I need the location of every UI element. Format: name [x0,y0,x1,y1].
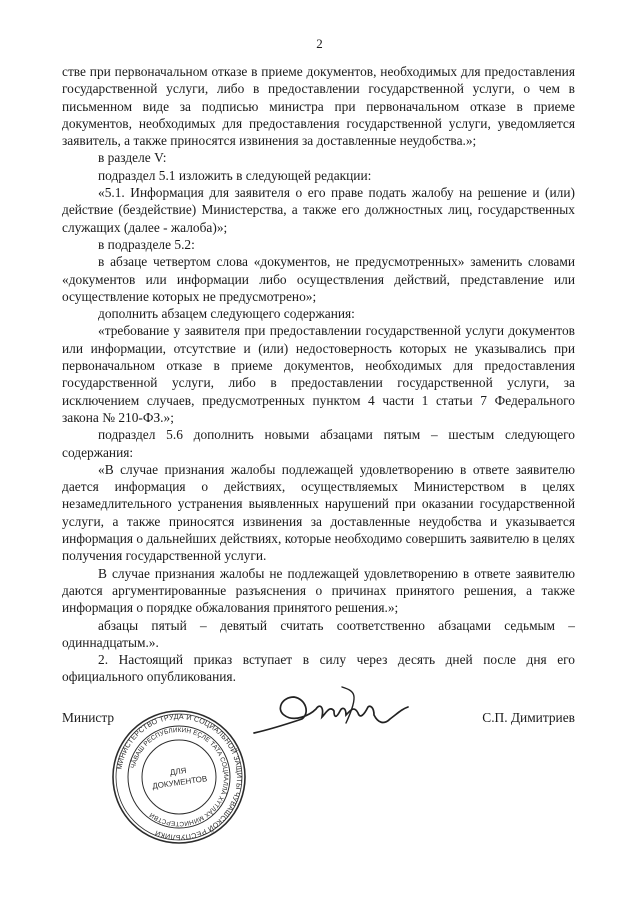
stamp-center-line1: ДЛЯ [169,765,188,778]
handwritten-signature [250,683,460,745]
paragraph: дополнить абзацем следующего содержания: [98,306,355,322]
signer-position: Министр [62,710,115,725]
paragraph: подраздел 5.6 дополнить новыми абзацами пятым – шестым следующего содержания: [62,427,575,460]
paragraph: «5.1. Информация для заявителя о его праве подать жалобу на решение и (или) действие (бездействие) Министерства, а также его должностных лиц, государственных служащих (далее - жалоба)»; [62,185,575,235]
paragraph: «требование у заявителя при предоставлении государственной услуги документов или информации, отсутствие и (или) недостоверность которых не указывались при первоначальном отказе в приеме документов, необходимых для предоставления государственной услуги, либо в предоставлении государственной услуги, за исключением случаев, предусмотренных пунктом 4 части 1 статьи 7 Федерального закона № 210-ФЗ.»; [62,323,575,425]
paragraph: В случае признания жалобы не подлежащей удовлетворению в ответе заявителю даются аргументированные разъяснения о причинах принятого решения, а также информация о порядке обжалования принятого решения.»; [62,565,575,616]
document-body [62,63,575,686]
paragraph: подраздел 5.1 изложить в следующей редакции: [98,167,372,183]
paragraph: стве при первоначальном отказе в приеме документов, необходимых для предоставления государственной услуги, либо в предоставлении государственной услуги, о чем в письменном виде за подписью министра при первоначальном отказе в приеме документов, необходимых для предоставления государственной услуги, уведомляется заявитель, а также приносятся извинения за доставленные неудобства.»; [62,64,575,149]
signer-name: С.П. Димитриев [482,710,575,725]
official-stamp [110,708,248,846]
paragraph: в разделе V: [98,150,167,166]
paragraph: 2. Настоящий приказ вступает в силу через десять дней после дня его официального опубликования. [62,652,575,685]
paragraph: «В случае признания жалобы подлежащей удовлетворению в ответе заявителю дается информация о действиях, осуществляемых Министерством в целях незамедлительного устранения выявленных нарушений при оказании государственной услуги, а также приносятся извинения за доставленные неудобства и указывается информация о дальнейших действиях, которые необходимо совершить заявителю в целях получения государственной услуги. [62,461,575,564]
page-number: 2 [316,36,323,51]
paragraph: в подразделе 5.2: [98,236,195,252]
stamp-center-line2: ДОКУМЕНТОВ [151,774,208,791]
svg-text:МИНИСТЕРСТВО ТРУДА И СОЦИАЛЬНО: МИНИСТЕРСТВО ТРУДА И СОЦИАЛЬНОЙ ЗАЩИТЫ ЧУВАШСКОЙ РЕСПУБЛИКИ [114,711,245,843]
paragraph: абзацы пятый – девятый считать соответственно абзацами седьмым – одиннадцатым.». [62,617,575,650]
paragraph: в абзаце четвертом слова «документов, не предусмотренных» заменить словами «документов или информации либо осуществления действий, представление или осуществление которых не предусмотрено»; [62,254,575,304]
svg-text:ЧӐВАШ РЕСПУБЛИКИН ЕҪЛЕ ТАТА СО: ЧӐВАШ РЕСПУБЛИКИН ЕҪЛЕ ТАТА СОЦИАЛЛӐ ХҮТЛӐХ МИНИСТЕРСТВИ [129,726,230,828]
